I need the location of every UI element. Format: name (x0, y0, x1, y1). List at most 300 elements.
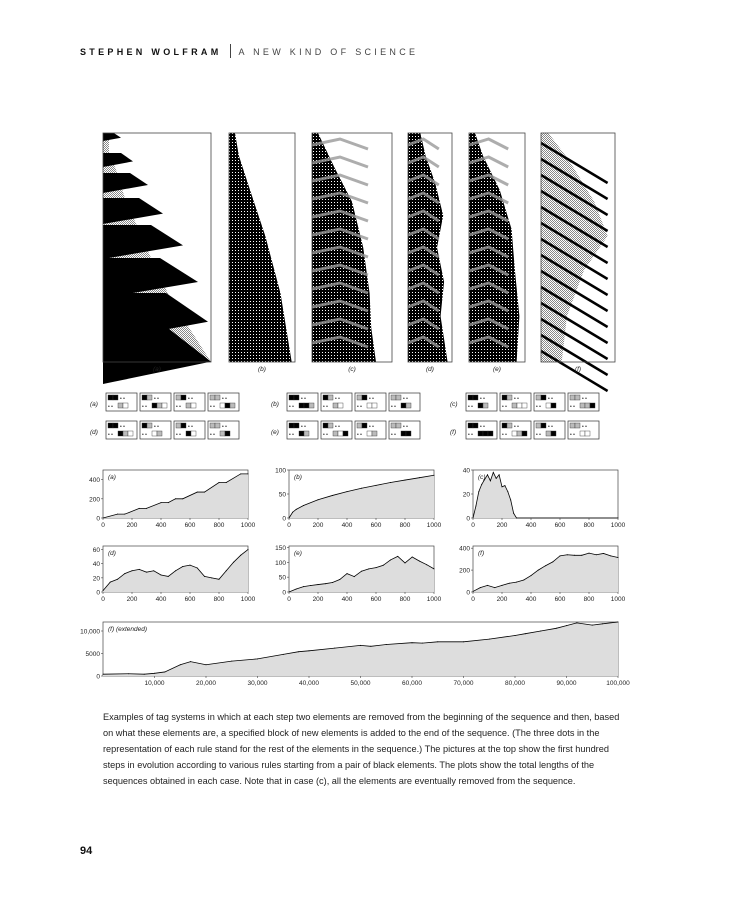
rule-cell (517, 431, 522, 436)
rule-cell (220, 403, 225, 408)
ellipsis-glyph: • • (514, 396, 519, 402)
plot-point (490, 480, 491, 481)
rule-cell (118, 431, 123, 436)
rule-label: (e) (271, 429, 279, 436)
plot-point (589, 553, 590, 554)
length-plot-4 (275, 545, 441, 603)
plot-point (581, 555, 582, 556)
rule-case (106, 393, 137, 411)
rule-cell (323, 395, 328, 400)
rule-cell (113, 395, 118, 400)
plot-point (386, 644, 387, 645)
rule-cell (142, 395, 147, 400)
plot-point (128, 673, 129, 674)
plot-point (332, 495, 333, 496)
ellipsis-glyph: • • (188, 396, 193, 402)
rule-cell (299, 431, 304, 436)
author-name: STEPHEN WOLFRAM (80, 47, 222, 57)
rule-table-a (90, 393, 239, 411)
plot-point (153, 570, 154, 571)
y-tick-label: 0 (96, 673, 100, 681)
plot-title: (e) (294, 550, 302, 557)
plot-point (545, 565, 546, 566)
ellipsis-glyph: • • (176, 432, 181, 438)
plot-point (332, 582, 333, 583)
ellipsis-glyph: • • (502, 432, 507, 438)
plot-point (360, 645, 361, 646)
rule-cell (522, 403, 527, 408)
plot-point (383, 565, 384, 566)
evolution-texture (541, 133, 608, 362)
plot-point (124, 573, 125, 574)
ellipsis-glyph: • • (210, 432, 215, 438)
rule-case (174, 393, 205, 411)
plot-point (412, 642, 413, 643)
plot-point (110, 582, 111, 583)
plot-point (117, 579, 118, 580)
plot-point (513, 513, 514, 514)
x-tick-label: 600 (184, 596, 196, 603)
plot-point (139, 569, 140, 570)
plot-point (154, 673, 155, 674)
rule-case (140, 393, 171, 411)
ellipsis-glyph: • • (154, 424, 159, 430)
ellipsis-glyph: • • (323, 404, 328, 410)
rule-case (500, 421, 531, 439)
rule-cell (142, 423, 147, 428)
evolution-band (103, 133, 121, 141)
plot-point (504, 485, 505, 486)
plot-point (502, 585, 503, 586)
ellipsis-glyph: • • (391, 432, 396, 438)
rule-cell (323, 423, 328, 428)
length-plot-0 (89, 470, 255, 529)
x-tick-label: 400 (155, 522, 167, 529)
x-tick-label: 1000 (240, 596, 256, 603)
rule-cell (108, 395, 113, 400)
evolution-panel-e (469, 133, 525, 373)
x-tick-label: 600 (554, 596, 566, 603)
rule-case (568, 421, 599, 439)
ellipsis-glyph: • • (154, 396, 159, 402)
rule-cell (570, 395, 575, 400)
ellipsis-glyph: • • (570, 432, 575, 438)
ellipsis-glyph: • • (570, 404, 575, 410)
rule-cell (580, 403, 585, 408)
rule-table-c (450, 393, 599, 411)
y-tick-label: 400 (459, 545, 470, 553)
plot-point (226, 570, 227, 571)
rule-cell (507, 423, 512, 428)
length-plots (80, 468, 630, 688)
y-tick-label: 400 (89, 477, 100, 485)
y-tick-label: 20 (462, 491, 470, 499)
rule-cell (128, 431, 133, 436)
ellipsis-glyph: • • (335, 424, 340, 430)
plot-point (507, 491, 508, 492)
rule-cell (157, 431, 162, 436)
x-tick-label: 70,000 (453, 680, 474, 687)
plot-point (603, 553, 604, 554)
rule-label: (f) (450, 429, 457, 436)
length-plot-5 (459, 546, 625, 603)
rule-cell (181, 423, 186, 428)
plot-point (132, 570, 133, 571)
plot-point (531, 575, 532, 576)
rule-cell (367, 431, 372, 436)
ellipsis-glyph: • • (369, 396, 374, 402)
plot-point (168, 576, 169, 577)
x-tick-label: 0 (471, 596, 475, 603)
plot-point (361, 488, 362, 489)
rule-cell (220, 431, 225, 436)
plot-point (516, 518, 517, 519)
rule-cell (517, 403, 522, 408)
x-tick-label: 0 (287, 522, 291, 529)
rule-case (568, 393, 599, 411)
rule-cell (289, 423, 294, 428)
ellipsis-glyph: • • (548, 396, 553, 402)
rule-cell (570, 423, 575, 428)
rule-cell (468, 395, 473, 400)
y-tick-label: 200 (459, 567, 470, 575)
x-tick-label: 1000 (426, 596, 442, 603)
rule-cell (309, 403, 314, 408)
plot-point (434, 475, 435, 476)
rule-label: (c) (450, 401, 458, 408)
y-tick-label: 40 (92, 561, 100, 569)
rule-cell (536, 395, 541, 400)
plot-point (310, 585, 311, 586)
rule-cell (152, 431, 157, 436)
plot-point (233, 562, 234, 563)
rule-cell (551, 431, 556, 436)
x-tick-label: 800 (213, 596, 225, 603)
rule-cell (575, 423, 580, 428)
ellipsis-glyph: • • (222, 424, 227, 430)
x-tick-label: 0 (101, 522, 105, 529)
plot-point (190, 565, 191, 566)
rule-cell (191, 403, 196, 408)
plot-point (206, 664, 207, 665)
rule-cell (357, 423, 362, 428)
plot-point (390, 482, 391, 483)
plot-point (211, 577, 212, 578)
y-tick-label: 150 (275, 544, 286, 552)
rule-cell (546, 403, 551, 408)
rule-case (466, 393, 497, 411)
x-tick-label: 1000 (426, 522, 442, 529)
ellipsis-glyph: • • (468, 404, 473, 410)
panel-label: (d) (426, 366, 434, 373)
ellipsis-glyph: • • (108, 432, 113, 438)
plot-point (510, 500, 511, 501)
rule-cell (406, 403, 411, 408)
ellipsis-glyph: • • (391, 404, 396, 410)
rule-cell (294, 423, 299, 428)
length-plot-6 (80, 622, 630, 688)
plot-point (540, 631, 541, 632)
rule-cell (590, 403, 595, 408)
rule-cell (210, 423, 215, 428)
x-tick-label: 400 (525, 596, 537, 603)
plot-point (376, 485, 377, 486)
rule-cell (338, 403, 343, 408)
plot-point (168, 502, 169, 503)
plot-point (556, 628, 557, 629)
rule-cell (391, 395, 396, 400)
rule-case (321, 393, 352, 411)
rule-cell (507, 395, 512, 400)
rule-cell (362, 395, 367, 400)
rule-cell (294, 395, 299, 400)
plot-point (298, 651, 299, 652)
plot-point (376, 567, 377, 568)
rule-cell (473, 395, 478, 400)
rule-label: (a) (90, 401, 98, 408)
rule-case (355, 421, 386, 439)
plot-point (496, 478, 497, 479)
rule-cell (186, 431, 191, 436)
rule-cell (289, 395, 294, 400)
plot-point (240, 555, 241, 556)
plot-point (292, 512, 293, 513)
plot-point (226, 482, 227, 483)
x-tick-label: 200 (312, 596, 324, 603)
plot-point (303, 505, 304, 506)
plot-point (197, 492, 198, 493)
x-tick-label: 20,000 (196, 680, 216, 687)
plot-point (197, 567, 198, 568)
y-tick-label: 200 (89, 496, 100, 504)
evolution-band (103, 328, 211, 384)
y-tick-label: 0 (96, 515, 100, 523)
plot-point (525, 633, 526, 634)
plot-point (347, 573, 348, 574)
plot-point (175, 498, 176, 499)
x-tick-label: 80,000 (505, 680, 525, 687)
plot-point (318, 584, 319, 585)
evolution-texture (229, 133, 292, 362)
ellipsis-glyph: • • (480, 396, 485, 402)
plot-point (437, 641, 438, 642)
x-tick-label: 400 (341, 522, 353, 529)
rule-cell (328, 395, 333, 400)
rule-cell (118, 403, 123, 408)
ellipsis-glyph: • • (289, 432, 294, 438)
x-tick-label: 1000 (610, 522, 626, 529)
plot-point (231, 661, 232, 662)
rule-label: (b) (271, 401, 279, 408)
plot-point (422, 643, 423, 644)
rule-case (534, 393, 565, 411)
plot-point (309, 650, 310, 651)
plot-point (574, 555, 575, 556)
rule-case (500, 393, 531, 411)
y-tick-label: 0 (466, 515, 470, 523)
rule-cell (512, 403, 517, 408)
plot-point (426, 564, 427, 565)
rule-case (287, 421, 318, 439)
rule-cell (181, 395, 186, 400)
ellipsis-glyph: • • (323, 432, 328, 438)
ellipsis-glyph: • • (335, 396, 340, 402)
ellipsis-glyph: • • (548, 424, 553, 430)
rule-cell (230, 403, 235, 408)
rule-cell (108, 423, 113, 428)
plot-point (296, 589, 297, 590)
ellipsis-glyph: • • (480, 424, 485, 430)
y-tick-label: 5000 (85, 651, 100, 658)
rule-case (466, 421, 497, 439)
ellipsis-glyph: • • (301, 424, 306, 430)
plot-point (405, 480, 406, 481)
rule-cell (186, 403, 191, 408)
rule-cell (362, 423, 367, 428)
plot-point (240, 473, 241, 474)
plot-point (164, 671, 165, 672)
rule-cell (299, 403, 304, 408)
panel-label: (b) (258, 366, 266, 373)
panel-label: (c) (348, 366, 356, 373)
rule-cell (541, 423, 546, 428)
plot-point (370, 646, 371, 647)
rule-cell (123, 403, 128, 408)
rule-cell (372, 431, 377, 436)
rule-cell (585, 403, 590, 408)
plot-point (515, 635, 516, 636)
plot-point (190, 661, 191, 662)
rule-cell (372, 403, 377, 408)
plot-point (523, 579, 524, 580)
plot-point (487, 474, 488, 475)
panel-label: (a) (153, 366, 161, 373)
plot-point (175, 570, 176, 571)
x-tick-label: 800 (583, 522, 595, 529)
x-tick-label: 100,000 (606, 680, 630, 687)
plot-point (493, 472, 494, 473)
x-tick-label: 800 (399, 522, 411, 529)
plot-point (144, 674, 145, 675)
rule-cell (536, 423, 541, 428)
x-tick-label: 600 (184, 522, 196, 529)
panel-label: (f) (574, 366, 582, 373)
plot-point (494, 587, 495, 588)
plot-point (161, 502, 162, 503)
plot-point (478, 491, 479, 492)
length-plot-3 (93, 546, 256, 603)
rule-table-d (90, 421, 239, 439)
ellipsis-glyph: • • (120, 396, 125, 402)
y-tick-label: 0 (466, 589, 470, 597)
y-tick-label: 0 (96, 589, 100, 597)
rule-cell (176, 395, 181, 400)
plot-point (538, 570, 539, 571)
ellipsis-glyph: • • (582, 396, 587, 402)
rule-cell (502, 395, 507, 400)
evolution-panel-a (103, 133, 211, 384)
plot-point (303, 586, 304, 587)
rule-cell (147, 423, 152, 428)
rule-cell (343, 431, 348, 436)
rule-cell (113, 423, 118, 428)
evolution-band (103, 153, 133, 167)
y-tick-label: 0 (282, 589, 286, 597)
y-tick-label: 50 (278, 574, 286, 582)
ellipsis-glyph: • • (502, 404, 507, 410)
page-number: 94 (80, 845, 93, 857)
ellipsis-glyph: • • (369, 424, 374, 430)
plot-point (596, 554, 597, 555)
plot-point (325, 583, 326, 584)
x-tick-label: 400 (341, 596, 353, 603)
ellipsis-glyph: • • (403, 424, 408, 430)
evolution-band (103, 173, 148, 193)
rule-cell (147, 395, 152, 400)
ellipsis-glyph: • • (210, 404, 215, 410)
x-tick-label: 60,000 (402, 680, 422, 687)
ellipsis-glyph: • • (536, 404, 541, 410)
plot-point (618, 622, 619, 623)
rule-cell (304, 431, 309, 436)
rule-cell (551, 403, 556, 408)
plot-point (397, 556, 398, 557)
y-tick-label: 10,000 (80, 628, 100, 636)
rule-cell (333, 403, 338, 408)
rule-table-f (450, 421, 599, 439)
book-title: A NEW KIND OF SCIENCE (238, 47, 419, 57)
plot-point (560, 555, 561, 556)
plot-point (146, 508, 147, 509)
plot-point (419, 561, 420, 562)
rule-case (389, 393, 420, 411)
figure-caption: Examples of tag systems in which at each step two elements are removed from the beginning of the sequence and then, based on what these elements are, a specified block of new elements is added to the end of the sequence. (The three dots in the representation of each rule stand for the rest of the elements in the sequence.) The pictures at the top show the first hundred steps in evolution according to various rules starting from a pair of black elements. The plots show the total lengths of the sequences obtained in each case. Note that in case (c), all the elements are eventually removed from the sequence. (103, 712, 620, 786)
plot-point (618, 557, 619, 558)
ellipsis-glyph: • • (289, 404, 294, 410)
length-plot-2 (463, 468, 626, 530)
plot-point (576, 622, 577, 623)
plot-point (248, 549, 249, 550)
plot-title: (d) (108, 550, 116, 557)
x-tick-label: 800 (213, 522, 225, 529)
plot-point (146, 572, 147, 573)
ellipsis-glyph: • • (301, 396, 306, 402)
plot-point (516, 582, 517, 583)
rule-cell (478, 431, 483, 436)
y-tick-label: 20 (92, 575, 100, 583)
rule-case (534, 421, 565, 439)
evolution-panel-b (229, 133, 295, 373)
rule-cell (338, 431, 343, 436)
plot-point (592, 625, 593, 626)
evolution-panel-f (541, 133, 615, 391)
plot-point (182, 566, 183, 567)
rule-cell (502, 423, 507, 428)
plot-title: (b) (294, 474, 302, 481)
rule-cell (401, 403, 406, 408)
x-tick-label: 10,000 (144, 680, 165, 687)
plot-point (103, 590, 104, 591)
plot-point (610, 555, 611, 556)
rule-cell (357, 395, 362, 400)
rule-cell (522, 431, 527, 436)
plot-point (405, 562, 406, 563)
rule-cell (546, 431, 551, 436)
plot-point (219, 579, 220, 580)
rule-cell (391, 423, 396, 428)
plot-point (480, 587, 481, 588)
rule-case (321, 421, 352, 439)
